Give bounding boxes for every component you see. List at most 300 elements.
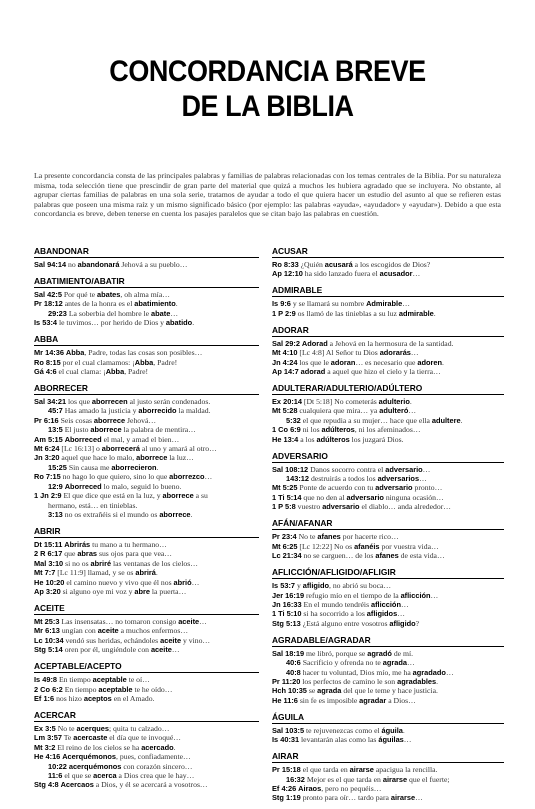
- verse-text: a los escogidos de Dios?: [352, 260, 431, 269]
- verse-text: Danos socorro contra el: [308, 464, 386, 474]
- keyword: adversario: [322, 502, 360, 512]
- verse-reference: Pr 6:16: [34, 415, 59, 425]
- entry-heading: AIRAR: [272, 751, 504, 763]
- verse-text: que: [62, 549, 78, 559]
- verse-text: Has amado la justicia y: [62, 406, 139, 416]
- keyword: agradó: [367, 648, 392, 658]
- verse-text: la luz…: [167, 453, 194, 463]
- verse-text: En tiempo: [62, 684, 99, 694]
- verse-reference: Sal 18:19: [272, 648, 305, 658]
- keyword: Abba: [105, 367, 125, 377]
- verse-text: de mí.: [391, 648, 414, 658]
- verse-text: al uno y amará al otro…: [139, 444, 217, 454]
- verse-reference: Gá 4:6: [34, 367, 57, 377]
- verse-line: [34, 675, 259, 684]
- entry-heading: ABORRECER: [34, 383, 259, 395]
- verse-text: y se llamará su nombre: [290, 299, 367, 309]
- verse-line: [34, 733, 259, 742]
- keyword: afligidos: [366, 609, 398, 619]
- entry-heading: AFLICCIÓN/AFLIGIDO/AFLIGIR: [272, 567, 504, 579]
- verse-text: …: [445, 667, 454, 677]
- verse-line: [34, 578, 259, 587]
- verse-reference: 29:23: [48, 308, 67, 318]
- verse-line: [34, 780, 259, 789]
- keyword: abrió: [173, 577, 192, 587]
- keyword: agradar: [359, 695, 387, 705]
- keyword: airarse: [390, 793, 416, 803]
- verse-line: [272, 726, 504, 735]
- verse-reference: Ro 8:15: [34, 357, 61, 367]
- verse-text: Jehová…: [125, 415, 157, 425]
- verse-reference: Mt 7:7: [34, 568, 56, 578]
- verse-text: no se carguen… de los: [301, 551, 376, 561]
- verse-text: ungían con: [59, 626, 98, 636]
- verse-reference: 11:6: [48, 771, 63, 780]
- verse-line: [34, 771, 259, 780]
- verse-reference: Pr 15:18: [272, 765, 301, 775]
- verse-reference: Ef 1:6: [34, 693, 55, 703]
- keyword: agrada: [382, 658, 408, 668]
- verse-line: [272, 600, 504, 609]
- verse-text: al justo serán condenados.: [127, 397, 211, 407]
- keyword: abatimiento: [134, 299, 176, 309]
- verse-text: te he oído…: [132, 684, 173, 694]
- keyword: afligido: [302, 581, 329, 591]
- verse-text: …: [402, 299, 410, 309]
- verse-text: [Lc 16:13] o: [59, 444, 102, 454]
- keyword: Aborreced: [64, 434, 102, 444]
- verse-reference: Ap 14:7: [272, 367, 299, 377]
- verse-reference: 2 R 6:17: [34, 549, 63, 559]
- entry-section: [34, 383, 259, 519]
- verse-text: [Dt 5:18] No cometerás: [302, 397, 379, 407]
- verse-text: si no os: [63, 558, 91, 568]
- keyword: adoren: [417, 357, 442, 367]
- keyword: admirable: [398, 308, 434, 318]
- verse-text: sin fe es imposible: [297, 695, 360, 705]
- verse-text: , Padre, todas las cosas son posibles…: [84, 348, 203, 358]
- entry-heading: ABANDONAR: [34, 246, 259, 258]
- verse-line: [272, 696, 504, 705]
- verse-reference: Sal 34:21: [34, 397, 67, 407]
- verse-line: [272, 775, 504, 784]
- verse-line: [34, 358, 259, 367]
- verse-text: me libró, porque se: [304, 648, 368, 658]
- verse-text: ; quita tu calzado…: [108, 723, 170, 733]
- verse-reference: Ap 3:20: [34, 586, 61, 596]
- keyword: aflicción: [400, 590, 431, 600]
- verse-text: levantarán alas como las: [299, 735, 379, 745]
- keyword: adorad: [300, 367, 326, 377]
- verse-text: Ponte de acuerdo con tu: [297, 483, 376, 493]
- verse-text: se: [306, 686, 318, 696]
- keyword: Acercaos: [60, 780, 94, 790]
- keyword: aborrece: [162, 491, 194, 501]
- keyword: airarse: [349, 765, 374, 775]
- verse-line: [34, 501, 259, 510]
- entry-section: [272, 325, 504, 377]
- verse-line: [34, 425, 259, 434]
- verse-line: [34, 491, 259, 500]
- verse-text: En tiempo: [57, 675, 93, 685]
- keyword: adorarás: [379, 348, 411, 358]
- keyword: aborrecen: [91, 397, 128, 407]
- entry-heading: ADULTERAR/ADULTERIO/ADÚLTERO: [272, 383, 504, 395]
- verse-line: [34, 435, 259, 444]
- verse-line: [272, 668, 504, 677]
- keyword: aborrece: [159, 509, 191, 519]
- entry-heading: ABRIR: [34, 526, 259, 538]
- verse-text: a aquel que hizo el cielo y la tierra…: [325, 367, 441, 377]
- verse-text: aquel que hace lo malo,: [59, 453, 137, 463]
- verse-text: En el mundo tendréis: [301, 599, 371, 609]
- entry-section: [272, 451, 504, 512]
- keyword: aborrecido: [138, 406, 177, 416]
- verse-line: [34, 762, 259, 771]
- verse-line: [34, 453, 259, 462]
- verse-text: ¿Está alguno entre vosotros: [300, 618, 390, 628]
- verse-line: [34, 348, 259, 357]
- verse-line: [34, 309, 259, 318]
- verse-reference: Stg 1:19: [272, 793, 301, 803]
- verse-reference: 1 Ti 5:10: [272, 609, 302, 619]
- verse-text: Seis cosas: [58, 415, 94, 425]
- verse-line: [272, 309, 504, 318]
- verse-text: no: [66, 260, 78, 269]
- verse-line: [34, 568, 259, 577]
- verse-text: .: [436, 676, 439, 686]
- verse-line: [34, 694, 259, 703]
- verse-line: [272, 649, 504, 658]
- keyword: aborrecieron: [111, 462, 157, 472]
- verse-text: destruirás a todos los: [309, 474, 378, 484]
- keyword: abriré: [90, 558, 112, 568]
- entry-heading: ABATIMIENTO/ABATIR: [34, 276, 259, 288]
- verse-text: …: [170, 308, 179, 318]
- verse-text: [Lc 11:9] llamad, y se os: [55, 568, 136, 578]
- verse-text: a Jehová en la hermosura de la santidad.: [327, 338, 454, 348]
- verse-line: [34, 540, 259, 549]
- verse-reference: He 13:4: [272, 434, 299, 444]
- verse-text: .: [156, 462, 159, 472]
- verse-reference: Mal 3:10: [34, 558, 64, 568]
- verse-text: a Dios, y él se acercará a vosotros…: [93, 780, 208, 790]
- verse-reference: Mt 6:25: [272, 541, 298, 551]
- entry-section: [34, 710, 259, 790]
- keyword: adversarios: [377, 474, 420, 484]
- verse-reference: Lm 3:57: [34, 733, 62, 743]
- verse-text: …: [400, 599, 409, 609]
- verse-text: apacigua la rencilla.: [373, 765, 438, 775]
- verse-text: os llamó de las tinieblas a su luz: [295, 308, 399, 318]
- verse-reference: Ap 12:10: [272, 269, 303, 279]
- verse-reference: Mr 14:36: [34, 348, 64, 358]
- keyword: aborrece: [136, 453, 168, 463]
- verse-line: [34, 290, 259, 299]
- verse-text: , no abrió su boca…: [328, 581, 392, 591]
- verse-text: de esta vida…: [398, 551, 445, 561]
- verse-reference: 40:8: [286, 667, 301, 677]
- verse-line: [272, 465, 504, 474]
- entry-section: [272, 635, 504, 705]
- verse-line: [272, 765, 504, 774]
- verse-line: [34, 318, 259, 327]
- verse-reference: Jn 3:20: [34, 453, 60, 463]
- verse-text: Por qué te: [61, 290, 97, 299]
- keyword: agrada: [317, 686, 342, 696]
- keyword: Aborreced: [64, 481, 102, 491]
- verse-text: …: [199, 616, 207, 626]
- verse-text: …: [397, 609, 405, 619]
- keyword: adúlteros: [316, 434, 350, 444]
- verse-text: …: [204, 472, 213, 482]
- entry-heading: ACERCAR: [34, 710, 259, 722]
- verse-text: si ha socorrido a los: [301, 609, 367, 619]
- verse-line: [34, 587, 259, 596]
- keyword: Abrirás: [64, 539, 91, 549]
- keyword: afanes: [317, 532, 341, 542]
- verse-text: a los: [298, 434, 317, 444]
- keyword: aborrezco: [169, 472, 205, 482]
- verse-text: , oh alma mía…: [120, 290, 170, 299]
- keyword: acerquémonos: [68, 761, 122, 771]
- keyword: aborrecerá: [101, 444, 140, 454]
- verse-text: …: [430, 590, 439, 600]
- verse-line: [34, 549, 259, 558]
- keyword: acusará: [324, 260, 353, 269]
- verse-reference: Ef 4:26: [272, 783, 297, 793]
- verse-line: [272, 686, 504, 695]
- verse-text: los que: [66, 397, 92, 407]
- verse-reference: Pr 11:20: [272, 676, 301, 686]
- keyword: Abba: [134, 357, 154, 367]
- verse-text: , ni los afeminados…: [354, 425, 421, 435]
- verse-line: [272, 658, 504, 667]
- keyword: abates: [96, 290, 121, 299]
- verse-line: [272, 735, 504, 744]
- verse-line: [272, 677, 504, 686]
- entry-section: [272, 285, 504, 318]
- entry-heading: ACEPTABLE/ACEPTO: [34, 661, 259, 673]
- keyword: adversario: [385, 464, 423, 474]
- verse-text: por hacerte rico…: [340, 532, 399, 542]
- verse-reference: Mr 6:13: [34, 626, 60, 636]
- verse-text: , Padre!: [153, 357, 178, 367]
- verse-line: [34, 510, 259, 519]
- verse-line: [34, 260, 259, 269]
- verse-line: [272, 793, 504, 802]
- verse-reference: Lc 10:34: [34, 635, 64, 645]
- keyword: acercado: [141, 742, 174, 752]
- verse-line: [34, 626, 259, 635]
- verse-text: la puerta…: [150, 586, 187, 596]
- verse-reference: He 11:6: [272, 695, 298, 705]
- verse-text: nos hizo: [54, 693, 84, 703]
- verse-text: …: [410, 348, 419, 358]
- title-line-2: DE LA BIBLIA: [181, 90, 354, 123]
- verse-reference: 1 P 5:8: [272, 502, 296, 512]
- verse-line: [34, 743, 259, 752]
- verse-text: refugio mío en el tiempo de la: [304, 590, 401, 600]
- keyword: águila: [381, 725, 403, 735]
- keyword: agradables: [397, 676, 437, 686]
- verse-text: No te: [55, 723, 77, 733]
- entry-section: [34, 246, 259, 269]
- verse-text: Sin causa me: [66, 462, 112, 472]
- entry-heading: ACEITE: [34, 603, 259, 615]
- verse-line: [272, 591, 504, 600]
- keyword: adoran: [330, 357, 356, 367]
- verse-text: antes de la honra es el: [62, 299, 135, 309]
- verse-text: a Dios crea que le hay…: [116, 771, 195, 780]
- verse-line: [272, 483, 504, 492]
- verse-reference: He 4:16: [34, 752, 61, 762]
- entry-section: [272, 712, 504, 745]
- verse-reference: 45:7: [48, 406, 63, 416]
- verse-line: [272, 493, 504, 502]
- verse-line: [272, 397, 504, 406]
- verse-line: [34, 482, 259, 491]
- verse-line: [272, 551, 504, 560]
- keyword: adulterio: [378, 397, 410, 407]
- verse-text: .: [175, 299, 178, 309]
- verse-text: Jehová a su pueblo…: [119, 260, 188, 269]
- verse-text: los perfectos de camino le son: [300, 676, 398, 686]
- verse-reference: Pr 23:4: [272, 532, 297, 542]
- entry-section: [34, 661, 259, 703]
- title-line-1: CONCORDANCIA BREVE: [109, 55, 426, 88]
- verse-text: Te: [61, 733, 74, 743]
- entry-heading: ABBA: [34, 334, 259, 346]
- verse-reference: Mt 3:2: [34, 742, 56, 752]
- verse-line: [34, 397, 259, 406]
- keyword: Adorad: [301, 338, 328, 348]
- keyword: aceite: [97, 626, 119, 636]
- verse-text: en el Amado.: [111, 693, 155, 703]
- page-title: [27, 54, 509, 124]
- keyword: abras: [77, 549, 98, 559]
- verse-reference: Ro 8:33: [272, 260, 299, 269]
- entry-heading: ADVERSARIO: [272, 451, 504, 463]
- keyword: adúlteros: [321, 425, 355, 435]
- verse-text: a su: [193, 491, 208, 501]
- verse-text: pronto…: [412, 483, 443, 493]
- verse-text: .: [192, 318, 195, 328]
- verse-text: , pero no pequéis…: [321, 783, 382, 793]
- verse-reference: Jn 16:33: [272, 599, 302, 609]
- keyword: airarse: [382, 774, 408, 784]
- entry-heading: ADORAR: [272, 325, 504, 337]
- verse-text: lo malo, seguid lo bueno.: [101, 481, 182, 491]
- verse-reference: Ro 7:15: [34, 472, 61, 482]
- verse-reference: 5:32: [286, 415, 301, 425]
- keyword: afanes: [375, 551, 399, 561]
- keyword: Airaos: [298, 783, 322, 793]
- keyword: acerques: [76, 723, 109, 733]
- verse-text: .: [433, 308, 436, 318]
- keyword: abatido: [165, 318, 193, 328]
- verse-line: [272, 260, 504, 269]
- keyword: abandonará: [77, 260, 120, 269]
- keyword: acusador: [379, 269, 413, 279]
- verse-text: Las insensatas… no tomaron consigo: [59, 616, 179, 626]
- verse-reference: Is 53:4: [34, 318, 58, 328]
- verse-reference: 13:5: [48, 425, 63, 435]
- verse-reference: Sal 94:14: [34, 260, 67, 269]
- verse-text: tu mano a tu hermano…: [90, 539, 167, 549]
- verse-text: las ventanas de los cielos…: [111, 558, 198, 568]
- verse-line: [34, 444, 259, 453]
- verse-text: …: [412, 269, 421, 279]
- verse-text: … es necesario que: [355, 357, 418, 367]
- verse-reference: Ex 20:14: [272, 397, 302, 407]
- verse-reference: Jer 16:19: [272, 590, 305, 600]
- verse-text: le tuvimos… por herido de Dios y: [57, 318, 166, 328]
- keyword: aceite: [150, 645, 172, 655]
- verse-line: [34, 299, 259, 308]
- verse-reference: 143:12: [286, 474, 310, 484]
- verse-line: [34, 416, 259, 425]
- keyword: Acerquémonos: [62, 752, 117, 762]
- verse-text: …: [403, 735, 412, 745]
- verse-text: El justo: [62, 425, 91, 435]
- verse-text: a muchos enfermos…: [118, 626, 189, 636]
- verse-reference: 3:13: [48, 509, 63, 519]
- verse-text: hermano, está… en tinieblas.: [48, 500, 138, 510]
- entry-heading: ACUSAR: [272, 246, 504, 258]
- keyword: aflicción: [370, 599, 401, 609]
- verse-reference: Mt 5:28: [272, 406, 298, 416]
- verse-reference: Sal 108:12: [272, 464, 309, 474]
- verse-text: el camino nuevo y vivo que él nos: [64, 577, 174, 587]
- verse-text: no hago lo que quiero, sino lo que: [60, 472, 170, 482]
- keyword: abate: [151, 308, 171, 318]
- entry-section: [34, 334, 259, 376]
- verse-text: el que tarda en: [300, 765, 350, 775]
- verse-text: El que dice que está en la luz, y: [61, 491, 163, 501]
- keyword: acerca: [93, 771, 117, 780]
- verse-text: por el cual clamamos: ¡: [60, 357, 135, 367]
- verse-reference: 10:22: [48, 761, 67, 771]
- verse-reference: Pr 18:12: [34, 299, 63, 309]
- entry-heading: ADMIRABLE: [272, 285, 504, 297]
- verse-line: [34, 752, 259, 761]
- verse-reference: 1 P 2:9: [272, 308, 296, 318]
- verse-line: [272, 502, 504, 511]
- keyword: afanéis: [354, 541, 380, 551]
- verse-text: …: [415, 793, 423, 803]
- keyword: adultere: [431, 415, 461, 425]
- verse-text: .: [155, 568, 158, 578]
- verse-reference: Ex 3:5: [34, 723, 56, 733]
- verse-line: [272, 299, 504, 308]
- verse-line: [272, 542, 504, 551]
- verse-text: por vuestra vida…: [379, 541, 439, 551]
- keyword: afligido: [389, 618, 416, 628]
- verse-reference: Am 5:15: [34, 434, 63, 444]
- verse-text: [Lc 4:8] Al Señor tu Dios: [297, 348, 380, 358]
- verse-reference: 15:25: [48, 462, 67, 472]
- verse-text: .: [402, 725, 405, 735]
- verse-line: [272, 435, 504, 444]
- verse-text: .: [441, 357, 444, 367]
- verse-reference: 1 Jn 2:9: [34, 491, 62, 501]
- verse-line: [272, 532, 504, 541]
- entry-heading: AGRADABLE/AGRADAR: [272, 635, 504, 647]
- verse-text: te rejuvenezcas como el: [304, 725, 382, 735]
- verse-text: y vino…: [181, 635, 211, 645]
- verse-text: La soberbia del hombre le: [66, 308, 152, 318]
